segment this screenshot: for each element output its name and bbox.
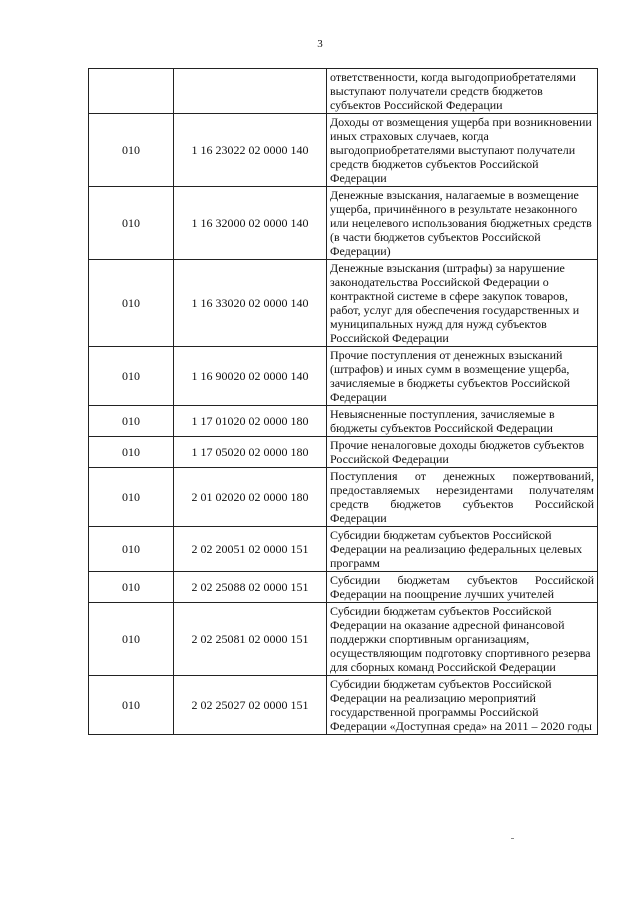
admin-code-cell: 010 [89, 603, 174, 676]
table-row [89, 187, 598, 260]
revenue-name-cell: Субсидии бюджетам субъектов Российской Федерации на поощрение лучших учителей [327, 572, 598, 603]
admin-code-cell: 010 [89, 260, 174, 347]
revenue-name-cell: Субсидии бюджетам субъектов Российской Федерации на реализацию мероприятий государственной программы Российской Федерации «Доступная среда» на 2011 – 2020 годы [327, 676, 598, 735]
budget-code-cell: 1 16 90020 02 0000 140 [174, 347, 327, 406]
table-row [89, 676, 598, 735]
budget-code-cell: 1 16 32000 02 0000 140 [174, 187, 327, 260]
table-row [89, 406, 598, 437]
revenue-name-cell: Доходы от возмещения ущерба при возникновении иных страховых случаев, когда выгодоприобретателями выступают получатели средств бюджетов субъектов Российской Федерации [327, 114, 598, 187]
budget-code-cell: 1 17 05020 02 0000 180 [174, 437, 327, 468]
budget-code-cell: 2 01 02020 02 0000 180 [174, 468, 327, 527]
revenue-name-cell: Невыясненные поступления, зачисляемые в бюджеты субъектов Российской Федерации [327, 406, 598, 437]
admin-code-cell: 010 [89, 114, 174, 187]
table-row [89, 260, 598, 347]
admin-code-cell [89, 69, 174, 114]
budget-code-cell: 1 16 23022 02 0000 140 [174, 114, 327, 187]
revenue-name-cell: Субсидии бюджетам субъектов Российской Федерации на реализацию федеральных целевых программ [327, 527, 598, 572]
revenue-name-cell: Прочие неналоговые доходы бюджетов субъектов Российской Федерации [327, 437, 598, 468]
budget-code-cell [174, 69, 327, 114]
table-row [89, 603, 598, 676]
revenue-name-cell: Прочие поступления от денежных взысканий (штрафов) и иных сумм в возмещение ущерба, зачисляемые в бюджеты субъектов Российской Федерации [327, 347, 598, 406]
admin-code-cell: 010 [89, 347, 174, 406]
admin-code-cell: 010 [89, 437, 174, 468]
table-row [89, 114, 598, 187]
revenue-name-cell: Субсидии бюджетам субъектов Российской Федерации на оказание адресной финансовой поддержки спортивным организациям, осуществляющим подготовку спортивного резерва для сборных команд Российской Федерации [327, 603, 598, 676]
admin-code-cell: 010 [89, 468, 174, 527]
admin-code-cell: 010 [89, 572, 174, 603]
revenue-name-cell: ответственности, когда выгодоприобретателями выступают получатели средств бюджетов субъектов Российской Федерации [327, 69, 598, 114]
table-row [89, 572, 598, 603]
admin-code-cell: 010 [89, 527, 174, 572]
revenue-name-cell: Поступления от денежных пожертвований, предоставляемых нерезидентами получателям средств бюджетов субъектов Российской Федерации [327, 468, 598, 527]
budget-code-cell: 1 17 01020 02 0000 180 [174, 406, 327, 437]
budget-code-cell: 1 16 33020 02 0000 140 [174, 260, 327, 347]
scan-speck [511, 838, 514, 839]
table-row [89, 527, 598, 572]
budget-code-cell: 2 02 25081 02 0000 151 [174, 603, 327, 676]
admin-code-cell: 010 [89, 676, 174, 735]
table-row [89, 69, 598, 114]
budget-code-cell: 2 02 25027 02 0000 151 [174, 676, 327, 735]
table-row [89, 347, 598, 406]
admin-code-cell: 010 [89, 187, 174, 260]
admin-code-cell: 010 [89, 406, 174, 437]
table-row [89, 437, 598, 468]
table-row [89, 468, 598, 527]
revenue-codes-table [88, 68, 598, 735]
budget-code-cell: 2 02 20051 02 0000 151 [174, 527, 327, 572]
page-number: 3 [317, 38, 323, 50]
budget-code-cell: 2 02 25088 02 0000 151 [174, 572, 327, 603]
revenue-name-cell: Денежные взыскания (штрафы) за нарушение законодательства Российской Федерации о контрактной системе в сфере закупок товаров, работ, услуг для обеспечения государственных и муниципальных нужд для нужд субъектов Российской Федерации [327, 260, 598, 347]
revenue-name-cell: Денежные взыскания, налагаемые в возмещение ущерба, причинённого в результате незаконного или нецелевого использования бюджетных средств (в части бюджетов субъектов Российской Федерации) [327, 187, 598, 260]
